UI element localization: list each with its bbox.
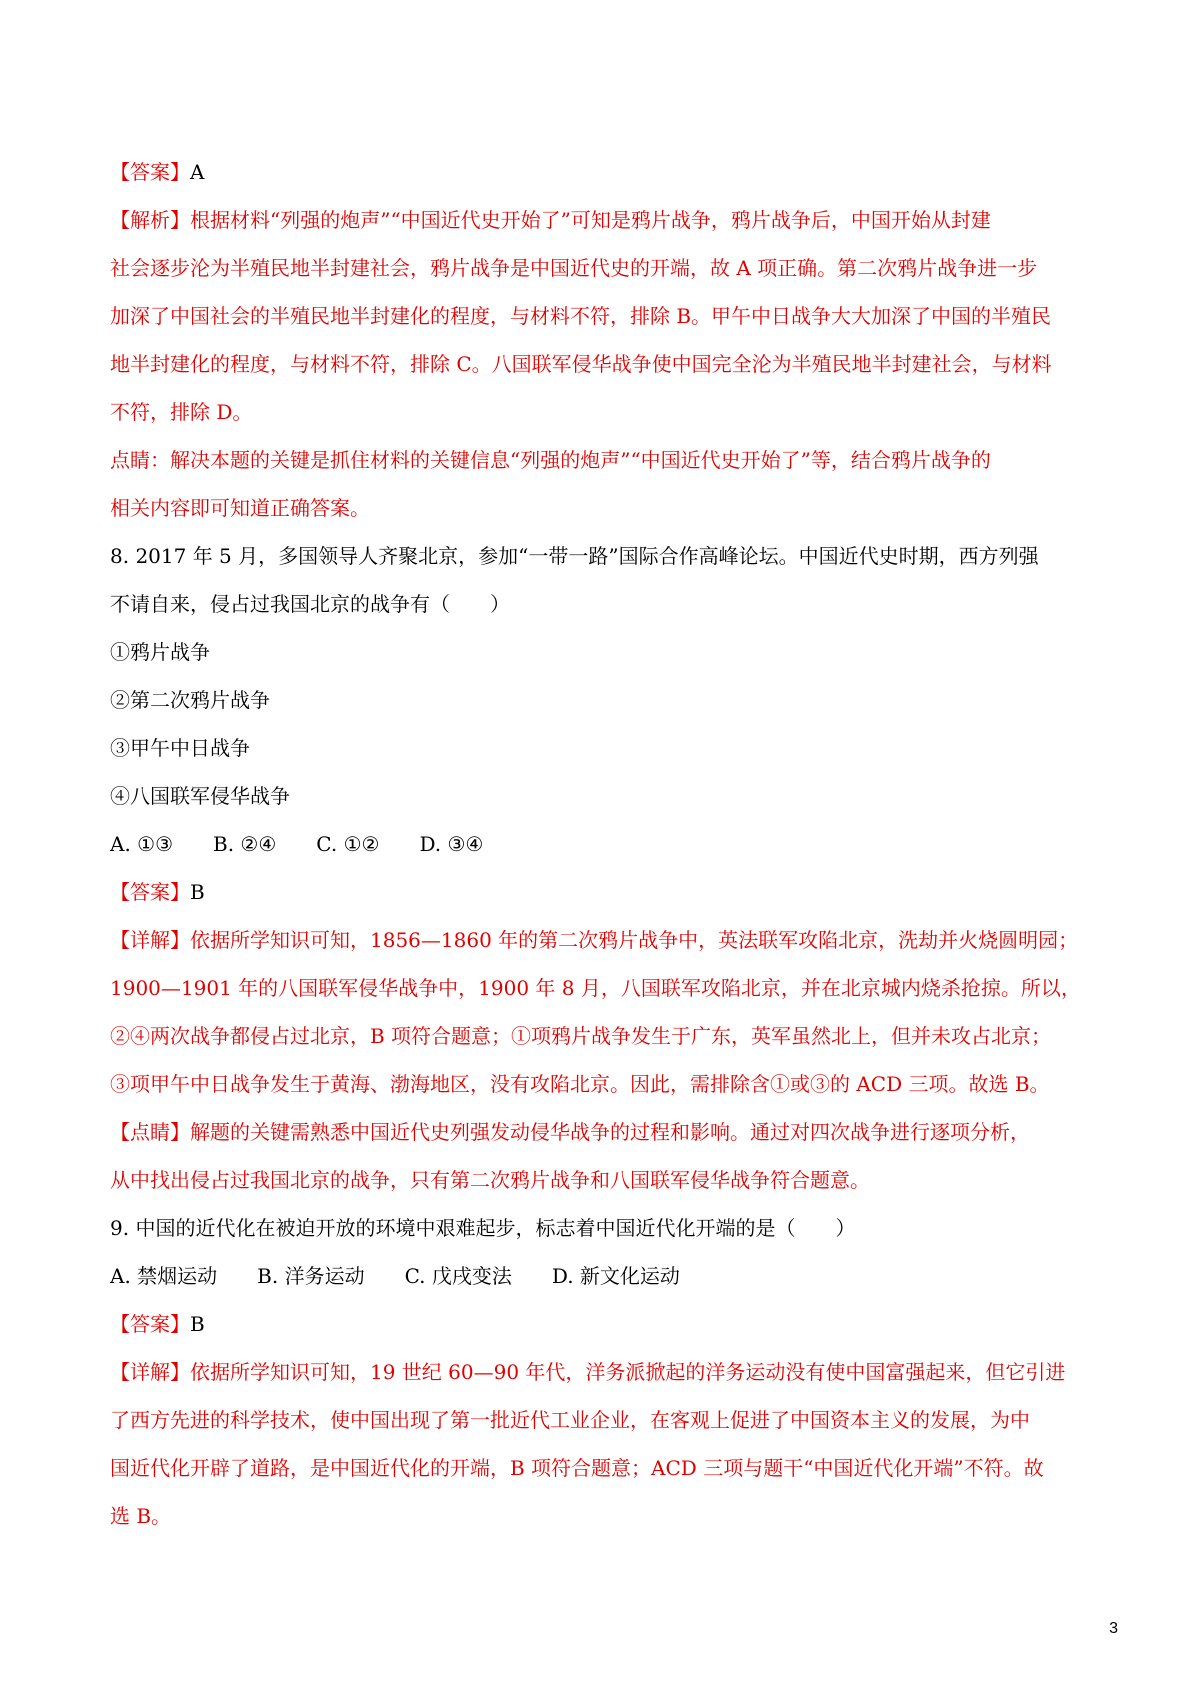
text-line bbox=[110, 148, 1100, 196]
line-text: 不符，排除 D。 bbox=[110, 400, 253, 424]
line-text: 不请自来，侵占过我国北京的战争有（ ） bbox=[110, 592, 510, 616]
line-text: 选 B。 bbox=[110, 1504, 172, 1528]
text-line bbox=[110, 820, 1100, 868]
text-line bbox=[110, 244, 1100, 292]
text-line bbox=[110, 388, 1100, 436]
line-text: 社会逐步沦为半殖民地半封建社会，鸦片战争是中国近代史的开端，故 A 项正确。第二次鸦片战争进一步 bbox=[110, 256, 1038, 280]
line-text: 根据材料“列强的炮声”“中国近代史开始了”可知是鸦片战争，鸦片战争后，中国开始从封建 bbox=[190, 208, 991, 232]
line-text: 解题的关键需熟悉中国近代史列强发动侵华战争的过程和影响。通过对四次战争进行逐项分析， bbox=[190, 1120, 1030, 1144]
line-text: ②第二次鸦片战争 bbox=[110, 688, 270, 712]
line-text: ①鸦片战争 bbox=[110, 640, 210, 664]
line-text: A bbox=[190, 160, 205, 184]
line-text: ④八国联军侵华战争 bbox=[110, 784, 290, 808]
text-line bbox=[110, 580, 1100, 628]
text-line bbox=[110, 964, 1100, 1012]
line-text: B bbox=[190, 1312, 205, 1336]
line-text: 了西方先进的科学技术，使中国出现了第一批近代工业企业，在客观上促进了中国资本主义的发展，为中 bbox=[110, 1408, 1030, 1432]
text-line bbox=[110, 196, 1100, 244]
text-line bbox=[110, 772, 1100, 820]
text-line bbox=[110, 1156, 1100, 1204]
line-text: 相关内容即可知道正确答案。 bbox=[110, 496, 370, 520]
line-text: 加深了中国社会的半殖民地半封建化的程度，与材料不符，排除 B。甲午中日战争大大加深了中国的半殖民 bbox=[110, 304, 1052, 328]
text-line bbox=[110, 676, 1100, 724]
line-text: ②④两次战争都侵占过北京，B 项符合题意；①项鸦片战争发生于广东，英军虽然北上，但并未攻占北京； bbox=[110, 1024, 1052, 1048]
line-tag: 【详解】 bbox=[110, 1360, 190, 1384]
line-text: 1900—1901 年的八国联军侵华战争中，1900 年 8 月，八国联军攻陷北京，并在北京城内烧杀抢掠。所以， bbox=[110, 976, 1081, 1000]
line-text: 从中找出侵占过我国北京的战争，只有第二次鸦片战争和八国联军侵华战争符合题意。 bbox=[110, 1168, 870, 1192]
line-text: 依据所学知识可知，1856—1860 年的第二次鸦片战争中，英法联军攻陷北京，洗劫并火烧圆明园； bbox=[190, 928, 1079, 952]
text-line bbox=[110, 532, 1100, 580]
line-text: A. ①③ B. ②④ C. ①② D. ③④ bbox=[110, 832, 484, 856]
text-line bbox=[110, 916, 1100, 964]
text-line bbox=[110, 1204, 1100, 1252]
line-text: B bbox=[190, 880, 205, 904]
line-tag: 【答案】 bbox=[110, 160, 190, 184]
text-line bbox=[110, 1300, 1100, 1348]
text-line bbox=[110, 1060, 1100, 1108]
line-text: 点睛：解决本题的关键是抓住材料的关键信息“列强的炮声”“中国近代史开始了”等，结合鸦片战争的 bbox=[110, 448, 991, 472]
text-line bbox=[110, 484, 1100, 532]
line-tag: 【答案】 bbox=[110, 1312, 190, 1336]
text-line bbox=[110, 340, 1100, 388]
page-number: 3 bbox=[1109, 1620, 1118, 1637]
text-line bbox=[110, 1012, 1100, 1060]
text-line bbox=[110, 724, 1100, 772]
line-text: 8. 2017 年 5 月，多国领导人齐聚北京，参加“一带一路”国际合作高峰论坛。中国近代史时期，西方列强 bbox=[110, 544, 1039, 568]
text-line bbox=[110, 628, 1100, 676]
line-tag: 【详解】 bbox=[110, 928, 190, 952]
text-line bbox=[110, 1348, 1100, 1396]
line-text: A. 禁烟运动 B. 洋务运动 C. 戊戌变法 D. 新文化运动 bbox=[110, 1264, 680, 1288]
text-line bbox=[110, 292, 1100, 340]
line-text: ③项甲午中日战争发生于黄海、渤海地区，没有攻陷北京。因此，需排除含①或③的 ACD 三项。故选 B。 bbox=[110, 1072, 1050, 1096]
text-line bbox=[110, 1444, 1100, 1492]
text-line bbox=[110, 1396, 1100, 1444]
text-line bbox=[110, 436, 1100, 484]
text-line bbox=[110, 868, 1100, 916]
line-text: 国近代化开辟了道路，是中国近代化的开端，B 项符合题意；ACD 三项与题干“中国近代化开端”不符。故 bbox=[110, 1456, 1044, 1480]
text-line bbox=[110, 1492, 1100, 1540]
line-text: 9. 中国的近代化在被迫开放的环境中艰难起步，标志着中国近代化开端的是（ ） bbox=[110, 1216, 856, 1240]
document-body bbox=[110, 148, 1100, 1540]
line-tag: 【点睛】 bbox=[110, 1120, 190, 1144]
line-tag: 【答案】 bbox=[110, 880, 190, 904]
line-text: ③甲午中日战争 bbox=[110, 736, 250, 760]
line-text: 依据所学知识可知，19 世纪 60—90 年代，洋务派掀起的洋务运动没有使中国富强起来，但它引进 bbox=[190, 1360, 1066, 1384]
line-text: 地半封建化的程度，与材料不符，排除 C。八国联军侵华战争使中国完全沦为半殖民地半封建社会，与材料 bbox=[110, 352, 1052, 376]
text-line bbox=[110, 1108, 1100, 1156]
text-line bbox=[110, 1252, 1100, 1300]
line-tag: 【解析】 bbox=[110, 208, 190, 232]
